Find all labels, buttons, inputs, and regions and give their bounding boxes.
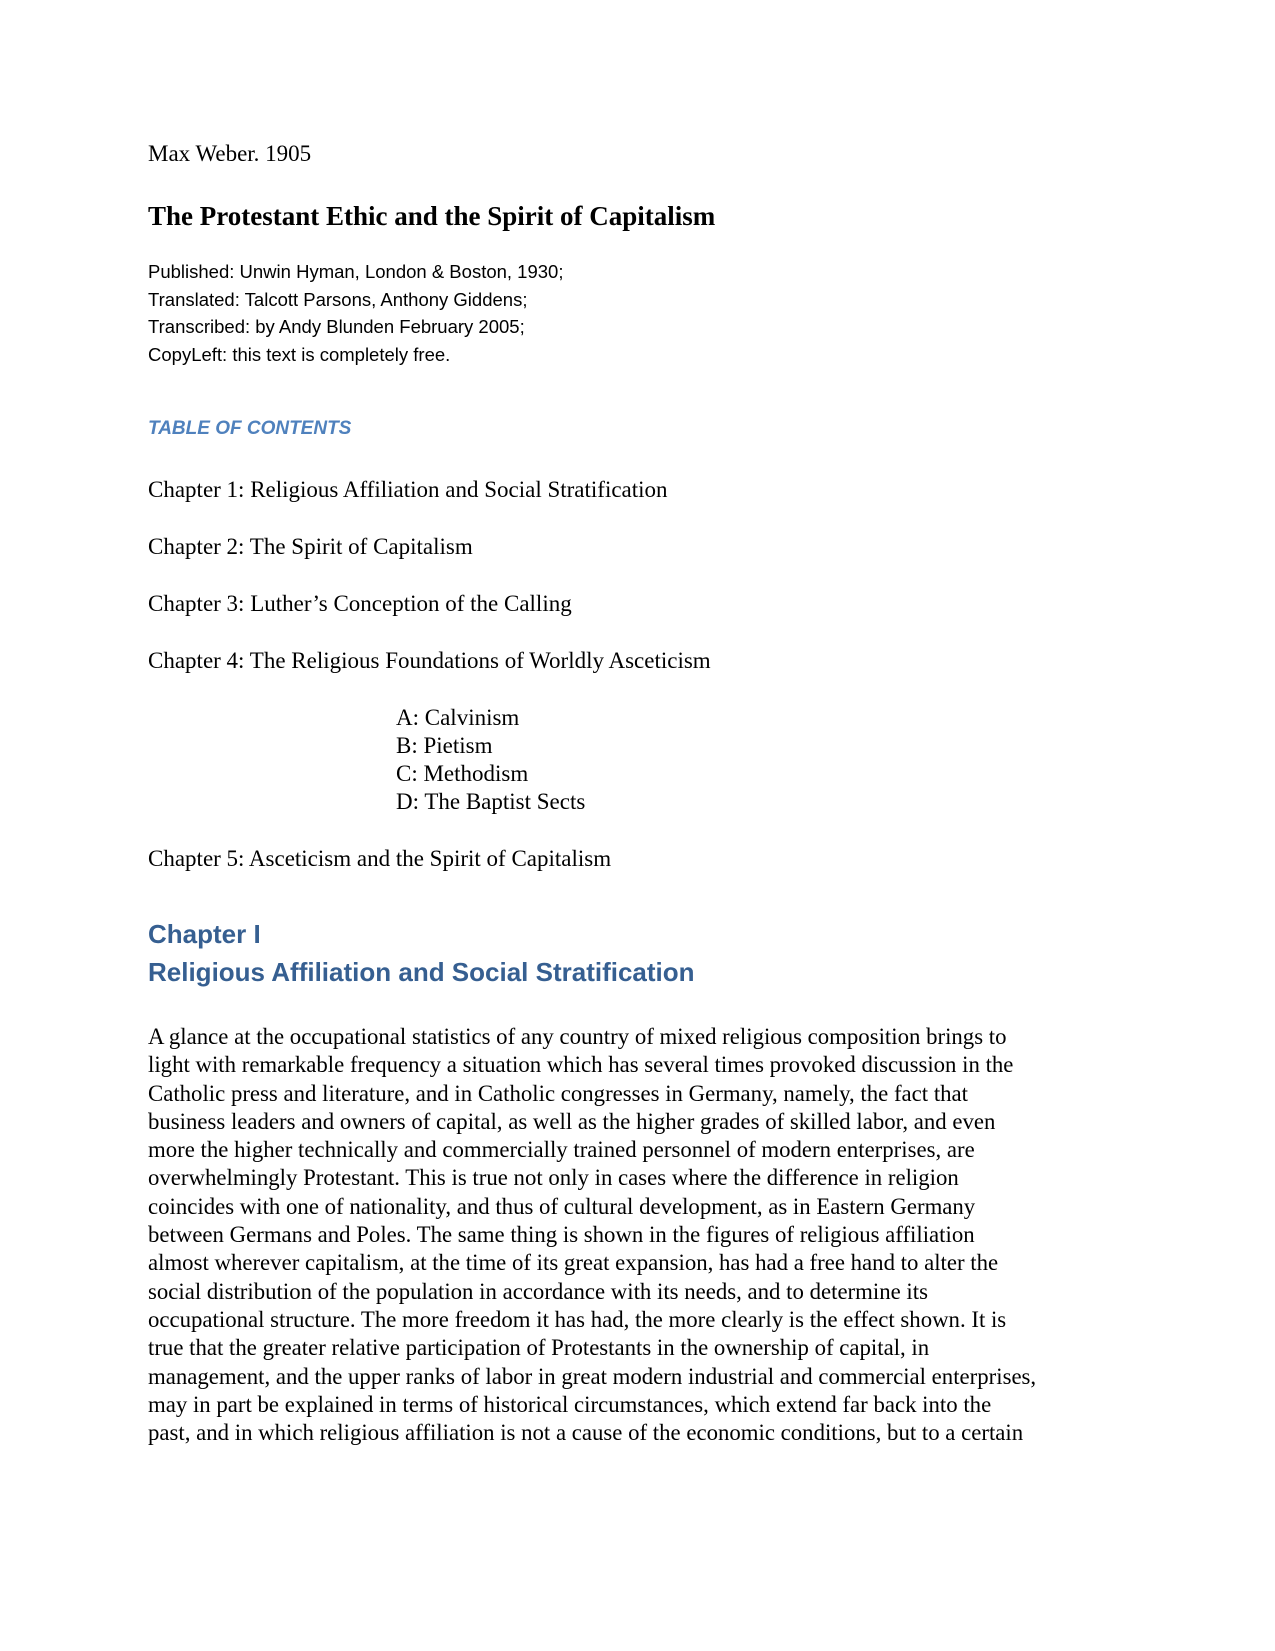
chapter-1-title: Religious Affiliation and Social Stratification — [148, 957, 695, 987]
paragraph-line: overwhelmingly Protestant. This is true not only in cases where the difference in religion — [148, 1165, 959, 1191]
paragraph-line: past, and in which religious affiliation is not a cause of the economic conditions, but to a certain — [148, 1420, 1024, 1446]
document-page — [148, 140, 1128, 1447]
table-of-contents — [148, 476, 1128, 873]
paragraph-line: social distribution of the population in accordance with its needs, and to determine its — [148, 1278, 928, 1304]
document-title: The Protestant Ethic and the Spirit of Capitalism — [148, 201, 716, 231]
toc-chapter-5[interactable]: Chapter 5: Asceticism and the Spirit of Capitalism — [148, 846, 612, 871]
paragraph-line: management, and the upper ranks of labor in great modern industrial and commercial enterprises, — [148, 1363, 1037, 1389]
toc-subsection-c[interactable]: C: Methodism — [396, 761, 529, 786]
paragraph-line: business leaders and owners of capital, as well as the higher grades of skilled labor, and even — [148, 1108, 996, 1134]
toc-subsection-b[interactable]: B: Pietism — [396, 733, 493, 758]
paragraph-line: light with remarkable frequency a situation which has several times provoked discussion in the — [148, 1052, 1014, 1078]
toc-chapter-3[interactable]: Chapter 3: Luther’s Conception of the Calling — [148, 591, 572, 616]
meta-translated: Translated: Talcott Parsons, Anthony Giddens; — [148, 288, 528, 310]
paragraph-line: A glance at the occupational statistics of any country of mixed religious composition brings to — [148, 1024, 1007, 1049]
toc-heading: TABLE OF CONTENTS — [148, 418, 352, 439]
toc-chapter-2[interactable]: Chapter 2: The Spirit of Capitalism — [148, 534, 473, 559]
toc-chapter-4-subsections — [148, 704, 1128, 816]
paragraph-line: may in part be explained in terms of historical circumstances, which extend far back into the — [148, 1391, 992, 1417]
chapter-1-number: Chapter I — [148, 919, 261, 949]
author-line: Max Weber. 1905 — [148, 141, 312, 166]
paragraph-line: more the higher technically and commercially trained personnel of modern enterprises, are — [148, 1137, 975, 1163]
paragraph-line: between Germans and Poles. The same thing is shown in the figures of religious affiliation — [148, 1222, 975, 1248]
paragraph-line: almost wherever capitalism, at the time of its great expansion, has had a free hand to alter the — [148, 1250, 999, 1276]
meta-copyleft: CopyLeft: this text is completely free. — [148, 343, 451, 365]
toc-chapter-4[interactable]: Chapter 4: The Religious Foundations of Worldly Asceticism — [148, 648, 711, 673]
publication-info — [148, 258, 1128, 368]
toc-chapter-1[interactable]: Chapter 1: Religious Affiliation and Social Stratification — [148, 477, 668, 502]
chapter-1-heading — [148, 915, 1128, 991]
paragraph-line: true that the greater relative participation of Protestants in the ownership of capital, in — [148, 1335, 930, 1361]
toc-subsection-a[interactable]: A: Calvinism — [396, 705, 520, 730]
paragraph-line: occupational structure. The more freedom it has had, the more clearly is the effect shown. It is — [148, 1306, 1007, 1332]
chapter-1-paragraph — [148, 1023, 1128, 1447]
toc-subsection-d[interactable]: D: The Baptist Sects — [396, 789, 586, 814]
paragraph-line: Catholic press and literature, and in Catholic congresses in Germany, namely, the fact that — [148, 1080, 968, 1106]
paragraph-line: coincides with one of nationality, and thus of cultural development, as in Eastern Germany — [148, 1193, 976, 1219]
meta-published: Published: Unwin Hyman, London & Boston, 1930; — [148, 261, 564, 282]
meta-transcribed: Transcribed: by Andy Blunden February 2005; — [148, 316, 525, 337]
